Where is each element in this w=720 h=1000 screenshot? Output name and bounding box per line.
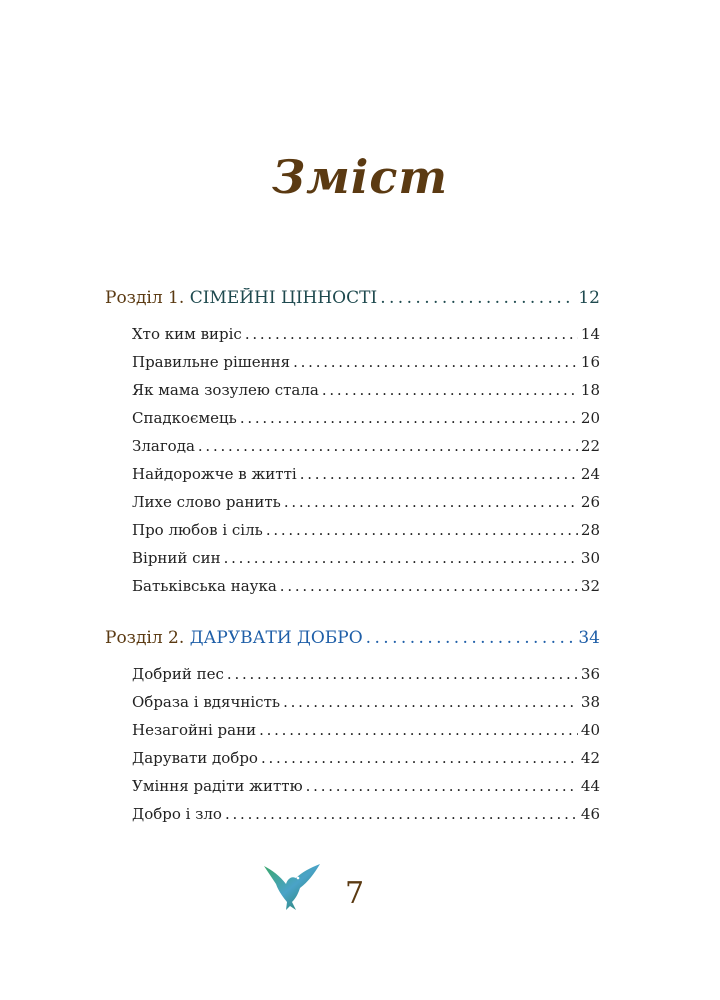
entry-page: 30 [580,549,600,567]
entry-page: 38 [580,693,600,711]
toc-entry[interactable] [132,805,600,823]
entry-title: Образа і вдячність [132,693,281,711]
entry-title: Уміння радіти життю [132,777,303,795]
entry-title: Добро і зло [132,805,222,823]
page-number: 7 [345,876,365,911]
dot-leader [240,409,578,427]
toc-entry[interactable] [132,437,600,455]
section-page: 34 [578,628,600,648]
dot-leader [380,288,575,308]
entry-page: 40 [580,721,600,739]
dot-leader [322,381,578,399]
entry-page: 36 [580,665,600,683]
entry-title: Дарувати добро [132,749,258,767]
entry-title: Злагода [132,437,195,455]
entry-page: 42 [580,749,600,767]
dot-leader [198,437,578,455]
entry-page: 24 [580,465,600,483]
entry-page: 16 [580,353,600,371]
toc-entry[interactable] [132,665,600,683]
toc-entry[interactable] [132,381,600,399]
entry-title: Вірний син [132,549,221,567]
toc-entry[interactable] [132,721,600,739]
entry-page: 20 [580,409,600,427]
entry-title: Правильне рішення [132,353,291,371]
toc-entry[interactable] [132,577,600,595]
dot-leader [306,777,578,795]
dot-leader [261,749,578,767]
entry-page: 46 [580,805,600,823]
toc-entry[interactable] [132,325,600,343]
entry-title: Добрий пес [132,665,224,683]
entry-page: 44 [580,777,600,795]
dot-leader [283,693,578,711]
dot-leader [366,628,576,648]
entry-title: Хто ким виріс [132,325,242,343]
dot-leader [227,665,578,683]
bird-icon [262,862,322,912]
toc-entry[interactable] [132,777,600,795]
toc-entry[interactable] [132,521,600,539]
dot-leader [293,353,578,371]
dot-leader [300,465,578,483]
entry-page: 22 [580,437,600,455]
toc-entry[interactable] [132,465,600,483]
toc-entry[interactable] [132,409,600,427]
toc-section-1[interactable] [105,288,600,308]
dot-leader [224,549,578,567]
entry-title: Про любов і сіль [132,521,263,539]
page-title: Зміст [271,150,449,204]
section-name: ДАРУВАТИ ДОБРО [189,628,363,648]
section-prefix: Розділ 1. [105,288,185,308]
entry-page: 26 [580,493,600,511]
entry-page: 28 [580,521,600,539]
dot-leader [284,493,578,511]
dot-leader [245,325,578,343]
entry-page: 32 [580,577,600,595]
entry-page: 18 [580,381,600,399]
entry-page: 14 [580,325,600,343]
entry-title: Лихе слово ранить [132,493,281,511]
section-page: 12 [578,288,600,308]
toc-entry[interactable] [132,749,600,767]
entry-title: Незагойні рани [132,721,257,739]
entry-title: Як мама зозулею стала [132,381,319,399]
section-name: СІМЕЙНІ ЦІННОСТІ [189,288,378,308]
toc-entry[interactable] [132,549,600,567]
entry-title: Батьківська наука [132,577,277,595]
section-prefix: Розділ 2. [105,628,185,648]
dot-leader [266,521,578,539]
dot-leader [280,577,578,595]
toc-entry[interactable] [132,493,600,511]
toc-entry[interactable] [132,353,600,371]
toc-entry[interactable] [132,693,600,711]
entry-title: Найдорожче в житті [132,465,297,483]
entry-title: Спадкоємець [132,409,237,427]
dot-leader [225,805,578,823]
toc-section-2[interactable] [105,628,600,648]
dot-leader [259,721,578,739]
